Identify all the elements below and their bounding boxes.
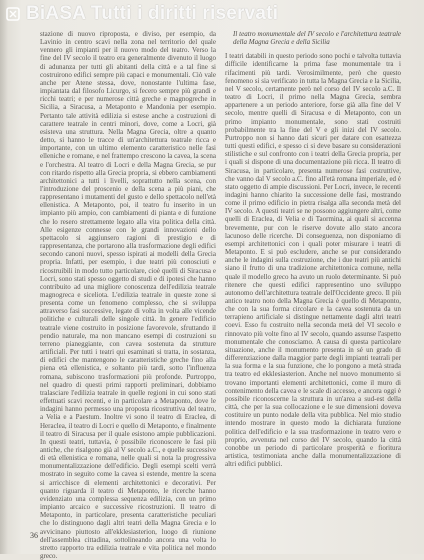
page-gutter-shadow — [0, 0, 8, 554]
right-text-column — [225, 0, 401, 520]
left-column-body: stazione di nuovo riproposta, e diviso, per esempio, da Lavinio in centro scavi nella zona nel territorio del quale vennero gli impianti per il nuovo modo del teatro. Verso la fine del IV secolo il teatro era generalmente divenuto il luogo di adunanza per tutti gli abitanti della città e a tal fine si costruirono edifici sempre più capaci e monumentali. Ciò vale anche per Atene stessa, dove, nonostante l'ultima fase, impiantata dal filosofo Licurgo, si fecero sempre più grandi e ricchi teatri; e per numerose città greche e magnogreche in Sicilia, a Siracusa, a Metaponto e Mandonia per esempio. Pertanto tale attività edilizia si estese anche a costruzioni di carattere teatrale in centri minori, dove, come a Locri, già esisteva una struttura. Nella Magna Grecia, oltre a quanto detto, si hanno le tracce di un'architettura teatrale ricca e importante, con un ultimo elemento caratteristico nelle fasi elleniche e romane, e nel frattempo crescono la cavea, la scena e l'orchestra. Al teatro di Locri e della Magna Grecia, se pur con ritardo rispetto alla Grecia propria, si ebbero cambiamenti architettonici a tutti i livelli, soprattutto nella scena, con l'introduzione del proscenio e della scena a più piani, che rappresentano i mutamenti del gusto e dello spettacolo nell'età ellenistica. A Metaponto, poi, il teatro fu inserito in un impianto più ampio, con cambiamenti di pianta e di funzione che lo resero strettamente legato alla vita politica della città. Alle esigenze connesse con le grandi innovazioni dello spettacolo si aggiunsero ragioni di prestigio e di rappresentanza, che portarono alla trasformazione degli edifici secondo canoni nuovi, spesso ispirati ai modelli della Grecia propria. Infatti, per esempio, i due teatri più conosciuti e ricostruibili in modo tutto particolare, cioè quelli di Siracusa e Locri, sono stati spesso oggetto di studi e di ipotesi che hanno contribuito ad una migliore conoscenza dell'edilizia teatrale magnogreca e siceliota. L'edilizia teatrale in queste zone si presenta come un fenomeno complesso, che si sviluppa attraverso fasi successive, legate di volta in volta alle vicende politiche e culturali delle singole città. In genere l'edificio teatrale viene costruito in posizione favorevole, sfruttando il pendio naturale, ma non mancano esempi di costruzioni su terreno pianeggiante, con cavea sostenuta da strutture artificiali. Per tutti i teatri qui esaminati si tratta, in sostanza, di edifici che mantengono le caratteristiche greche fino alla piena età ellenistica, e soltanto più tardi, sotto l'influenza romana, subiscono trasformazioni più profonde. Purtroppo, nel quadro di questi primi rapporti preliminari, dobbiamo tralasciare l'edilizia teatrale in quelle regioni in cui sono stati effettuati scavi recenti, e in particolare a Metaponto, dove le indagini hanno permesso una proposta ricostruttiva del teatro, a Velia e a Paestum. Inoltre vi sono il teatro di Eraclea, di Heraclea, il teatro di Locri e quello di Metaponto, e finalmente il teatro di Siracusa per il quale esistono ampie pubblicazioni. In questi teatri, tuttavia, è possibile riconoscere le fasi più antiche, che risalgono già al V secolo a.C., e quelle successive di età ellenistica e romana, nelle quali si nota la progressiva monumentalizzazione dell'edificio. Degli esempi scelti verrà mostrato in seguito come la cavea si estende, mentre la scena si arricchisce di elementi architettonici e decorativi. Per quanto riguarda il teatro di Metaponto, le ricerche hanno evidenziato una complessa sequenza edilizia, con un primo impianto arcaico e successive ricostruzioni. Il teatro di Metaponto, in particolare, presenta caratteristiche peculiari che lo distinguono dagli altri teatri della Magna Grecia e lo avvicinano piuttosto all'ekklesiasterion, luogo di riunione dell'assemblea cittadina, sottolineando ancora una volta lo stretto rapporto tra edilizia teatrale e vita politica nel mondo greco. — [40, 30, 216, 560]
biasa-logo-icon — [6, 7, 20, 21]
left-text-column — [40, 0, 216, 560]
watermark-banner — [6, 2, 418, 26]
right-column-body: I teatri databili in questo periodo sono pochi e talvolta tuttavia difficile identificarne la prima fase monumentale tra i rifacimenti più tardi. Verosimilmente, però che questo fenomeno si sia verificato in tutta la Magna Grecia e la Sicilia, nel V secolo, certamente però nel corso del IV secolo a.C. Il teatro di Locri, il primo nella Magna Grecia, sembra appartenere a un periodo anteriore, forse già alla fine del V secolo, mentre quelli di Siracusa e di Metaponto, con un primo impianto monumentale, sono stati costruiti probabilmente tra la fine del V e gli inizi del IV secolo. Purtroppo non si hanno dati sicuri per datare con esattezza tutti questi edifici, e spesso ci si deve basare su considerazioni stilistiche e sul confronto con i teatri della Grecia propria, per i quali si dispone di una documentazione più ricca. Il teatro di Siracusa, in particolare, presenta numerose fasi costruttive, che vanno dal V secolo a.C. fino all'età romana imperiale, ed è stato oggetto di ampie discussioni. Per Locri, invece, le recenti indagini hanno chiarito la successione delle fasi, mostrando come il primo edificio in pietra risalga alla seconda metà del IV secolo. A questi teatri se ne possono aggiungere altri, come quelli di Eraclea, di Velia e di Taormina, ai quali si accenna brevemente, pur con le riserve dovute allo stato ancora lacunoso delle ricerche. Di conseguenza, non disponiamo di esempi architettonici con i quali poter misurare i teatri di Metaponto. E si può escludere, anche se pur considerando anche le indagini sulla costruzione, che i due teatri più antichi siano il frutto di una tradizione architettonica comune, nella quale il modello greco ha avuto un ruolo determinante. Si può ritenere che questi edifici rappresentino uno sviluppo autonomo dell'architettura teatrale dell'Occidente greco. Il più antico teatro noto della Magna Grecia è quello di Metaponto, che con la sua forma circolare e la cavea sostenuta da un terrapieno artificiale si distingue nettamente dagli altri teatri coevi. Esso fu costruito nella seconda metà del VI secolo e rinnovato più volte fino al IV secolo, quando assunse l'aspetto monumentale che conosciamo. A causa di questa particolare situazione, anche il monumento presenta in sé un grado di differenziazione dalla maggior parte degli impianti teatrali per la sua forma e la sua funzione, che lo pongono a metà strada tra teatro ed ekklesiasterion. Anche nel nuovo monumento si trovano importanti elementi architettonici, come il muro di contenimento della cavea e le scale di accesso, e ancora oggi è possibile riconoscerne la struttura in un'area a sud-est della città, che per la sua collocazione e le sue dimensioni doveva costituire un punto nodale della vita pubblica. Nel mio studio intendo mostrare in questo modo la dichiarata funzione politica dell'edificio e la sua trasformazione in teatro vero e proprio, avvenuta nel corso del IV secolo, quando la città conobbe un periodo di particolare prosperità e fioritura artistica, testimoniata anche dalla monumentalizzazione di altri edifici pubblici. — [225, 52, 401, 469]
section-heading: Il teatro monumentale del IV secolo e l'architettura teatrale della Magna Grecia e della Sicilia — [233, 30, 401, 47]
watermark-text: BiASA Tutti i diritti riservati — [26, 3, 279, 24]
page-number: 36 — [30, 531, 38, 540]
